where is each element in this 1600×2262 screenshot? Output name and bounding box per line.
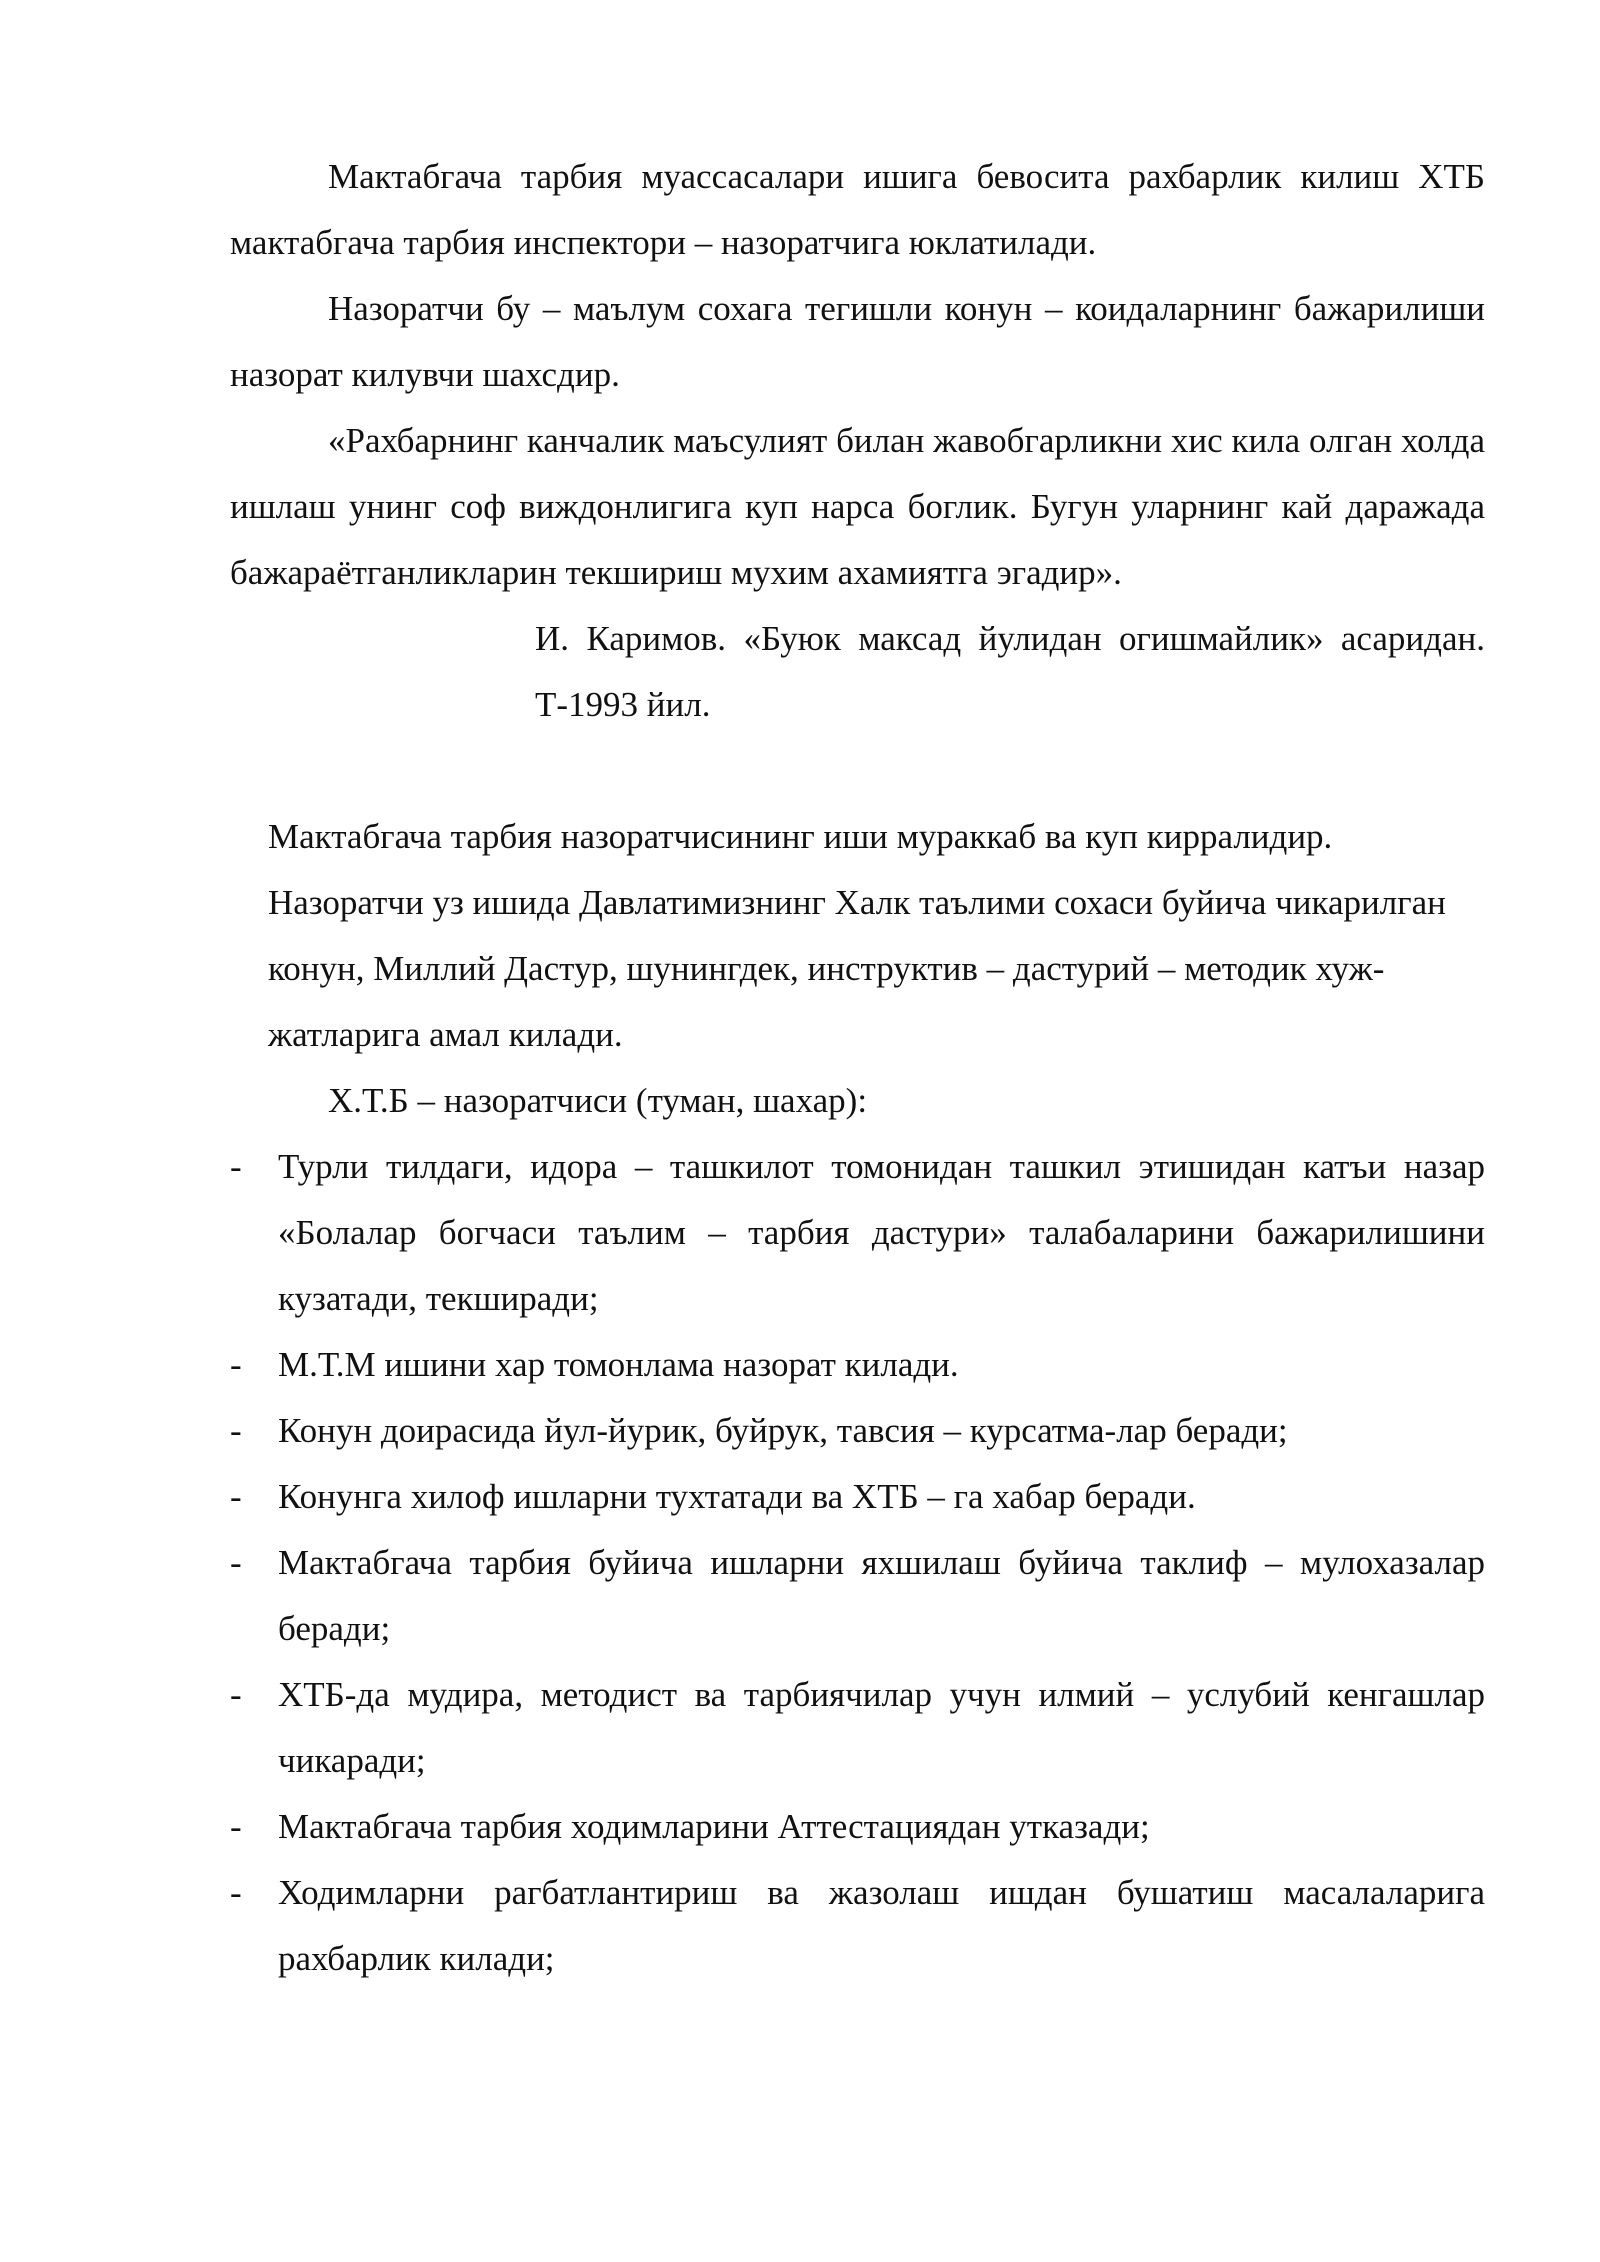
list-item-text: Ходимларни рагбатлантириш ва жазолаш ишдан бушатиш масалаларига рахбарлик килади; <box>278 1873 1485 1978</box>
list-item-text: Конунга хилоф ишларни тухтатади ва ХТБ – га хабар беради. <box>278 1477 1196 1516</box>
list-dash: - <box>230 1543 242 1582</box>
list-item <box>230 1530 1485 1662</box>
list-dash: - <box>230 1345 242 1384</box>
paragraph-inspector-definition: Назоратчи бу – маълум сохага тегишли конун – коидаларнинг бажарилиши назорат килувчи шахсдир. <box>230 289 1485 394</box>
list-dash: - <box>230 1807 242 1846</box>
quote-source: И. Каримов. «Буюк максад йулидан огишмайлик» асаридан. Т-1993 йил. <box>535 619 1485 724</box>
list-item <box>230 1332 1485 1398</box>
paragraph-inspector-work: Мактабгача тарбия назоратчисининг иши мураккаб ва куп кирралидир. Назоратчи уз ишида Давлатимизнинг Халк таълими сохаси буйича чикарилган конун, Миллий Дастур, шунингдек, инструктив – дастурий – методик хуж-жатларига амал килади. <box>268 817 1446 1054</box>
list-item <box>230 1134 1485 1332</box>
list-dash: - <box>230 1675 242 1714</box>
list-item-text: Турли тилдаги, идора – ташкилот томонидан ташкил этишидан катъи назар «Болалар богчаси таълим – тарбия дастури» талабаларини бажарилишини кузатади, текширади; <box>278 1147 1485 1318</box>
list-dash: - <box>230 1147 242 1186</box>
list-dash: - <box>230 1411 242 1450</box>
list-dash: - <box>230 1477 242 1516</box>
list-item-text: Мактабгача тарбия ходимларини Аттестациядан утказади; <box>278 1807 1150 1846</box>
paragraph-quote: «Рахбарнинг канчалик маъсулият билан жавобгарликни хис кила олган холда ишлаш унинг соф виждонлигига куп нарса боглик. Бугун уларнинг кай даражада бажараётганликларин текшириш мухим ахамиятга эгадир». <box>230 421 1485 592</box>
list-dash: - <box>230 1873 242 1912</box>
list-item-text: ХТБ-да мудира, методист ва тарбиячилар учун илмий – услубий кенгашлар чикаради; <box>278 1675 1485 1780</box>
list-item-text: Мактабгача тарбия буйича ишларни яхшилаш буйича таклиф – мулохазалар беради; <box>278 1543 1485 1648</box>
duties-heading: Х.Т.Б – назоратчиси (туман, шахар): <box>328 1081 868 1120</box>
list-item <box>230 1398 1485 1464</box>
list-item-text: Конун доирасида йул-йурик, буйрук, тавсия – курсатма-лар беради; <box>278 1411 1288 1450</box>
list-item-text: М.Т.М ишини хар томонлама назорат килади. <box>278 1345 959 1384</box>
list-item <box>230 1860 1485 1992</box>
list-item <box>230 1464 1485 1530</box>
paragraph-supervision-duty: Мактабгача тарбия муассасалари ишига бевосита рахбарлик килиш ХТБ мактабгача тарбия инспектори – назоратчига юклатилади. <box>230 157 1485 262</box>
duties-list <box>230 1134 1485 1992</box>
list-item <box>230 1794 1485 1860</box>
list-item <box>230 1662 1485 1794</box>
